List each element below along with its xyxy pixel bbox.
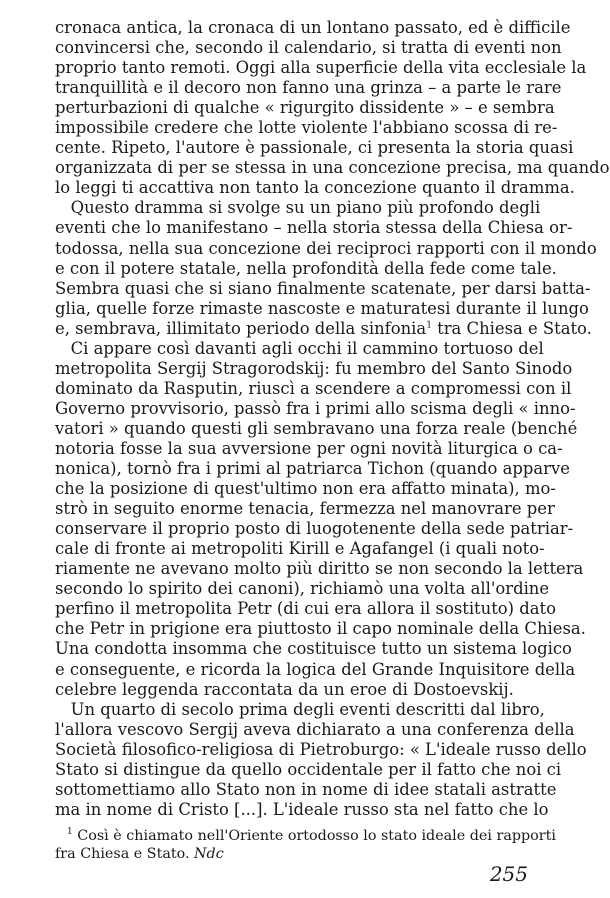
text-line: l'allora vescovo Sergij aveva dichiarato a una conferenza della — [55, 719, 575, 739]
footnote-text: Così è chiamato nell'Oriente ortodosso lo stato ideale dei rapporti — [77, 828, 556, 844]
text-line: organizzata di per se stessa in una concezione precisa, ma quando — [55, 158, 610, 178]
footnote-ndc: Ndc — [194, 846, 224, 862]
footnote-marker: 1 — [67, 827, 73, 838]
footnote-text: fra Chiesa e Stato. — [55, 846, 190, 862]
text-line: Stato si distingue da quello occidentale per il fatto che noi ci — [55, 759, 562, 779]
paragraph-last-line — [55, 318, 592, 339]
paragraph-first-line: Ci appare così davanti agli occhi il cammino tortuoso del — [55, 338, 544, 358]
text-line: che Petr in prigione era piuttosto il capo nominale della Chiesa. — [55, 619, 586, 639]
footnote — [55, 827, 556, 863]
text-fragment: tra Chiesa e Stato. — [431, 318, 592, 338]
text-line: impossibile credere che lotte violente l'abbiano scossa di re- — [55, 118, 558, 138]
text-line: Sembra quasi che si siano finalmente scatenate, per darsi batta- — [55, 278, 591, 298]
text-line: perturbazioni di qualche « rigurgito dissidente » – e sembra — [55, 98, 555, 118]
paragraph-first-line: Questo dramma si svolge su un piano più profondo degli — [55, 198, 541, 218]
text-line: dominato da Rasputin, riuscì a scendere a compromessi con il — [55, 378, 572, 398]
text-line: e conseguente, e ricorda la logica del Grande Inquisitore della — [55, 659, 576, 679]
text-line: cente. Ripeto, l'autore è passionale, ci presenta la storia quasi — [55, 138, 574, 158]
text-line: cronaca antica, la cronaca di un lontano passato, ed è difficile — [55, 18, 571, 37]
text-line: riamente ne avevano molto più diritto se non secondo la lettera — [55, 559, 584, 579]
paragraph-last-line: celebre leggenda raccontata da un eroe di Dostoevskij. — [55, 679, 514, 699]
text-line: proprio tanto remoti. Oggi alla superficie della vita ecclesiale la — [55, 58, 587, 78]
text-line: metropolita Sergij Stragorodskij: fu membro del Santo Sinodo — [55, 358, 573, 378]
text-line: convincersi che, secondo il calendario, si tratta di eventi non — [55, 38, 562, 58]
text-line: e con il potere statale, nella profondità della fede come tale. — [55, 258, 557, 278]
text-line: perfino il metropolita Petr (di cui era allora il sostituto) dato — [55, 599, 556, 619]
footnote-reference[interactable]: 1 — [426, 320, 432, 331]
text-line: todossa, nella sua concezione dei reciproci rapporti con il mondo — [55, 238, 597, 258]
text-line: eventi che lo manifestano – nella storia stessa della Chiesa or- — [55, 218, 573, 238]
text-line: glia, quelle forze rimaste nascoste e maturatesi durante il lungo — [55, 298, 589, 318]
paragraph-first-line: Un quarto di secolo prima degli eventi descritti dal libro, — [55, 699, 545, 719]
text-line: che la posizione di quest'ultimo non era affatto minata), mo- — [55, 479, 556, 499]
footnote-line — [55, 827, 556, 845]
text-line: vatori » quando questi gli sembravano una forza reale (benché — [55, 418, 578, 438]
text-line: Una condotta insomma che costituisce tutto un sistema logico — [55, 639, 572, 659]
text-line: sottomettiamo allo Stato non in nome di idee statali astratte — [55, 779, 557, 799]
body-text — [55, 18, 610, 820]
paragraph-last-line: lo leggi ti accattiva non tanto la concezione quanto il dramma. — [55, 178, 575, 198]
text-line: tranquillità e il decoro non fanno una grinza – a parte le rare — [55, 78, 562, 98]
text-line: nonica), tornò fra i primi al patriarca Tichon (quando apparve — [55, 459, 570, 479]
text-line: Governo provvisorio, passò fra i primi allo scisma degli « inno- — [55, 398, 576, 418]
text-line: conservare il proprio posto di luogotenente della sede patriar- — [55, 519, 574, 539]
page-number: 255 — [489, 862, 528, 886]
text-line: notoria fosse la sua avversione per ogni novità liturgica o ca- — [55, 438, 563, 458]
text-line: cale di fronte ai metropoliti Kirill e Agafangel (i quali noto- — [55, 539, 545, 559]
text-line: secondo lo spirito dei canoni), richiamò una volta all'ordine — [55, 579, 550, 599]
footnote-line — [55, 845, 528, 863]
text-fragment: e, sembrava, illimitato periodo della sinfonia — [55, 318, 427, 338]
text-line: ma in nome di Cristo [...]. L'ideale russo sta nel fatto che lo — [55, 799, 549, 819]
text-line: strò in seguito enorme tenacia, fermezza nel manovrare per — [55, 499, 555, 519]
text-line: Società filosofico-religiosa di Pietroburgo: « L'ideale russo dello — [55, 739, 587, 759]
